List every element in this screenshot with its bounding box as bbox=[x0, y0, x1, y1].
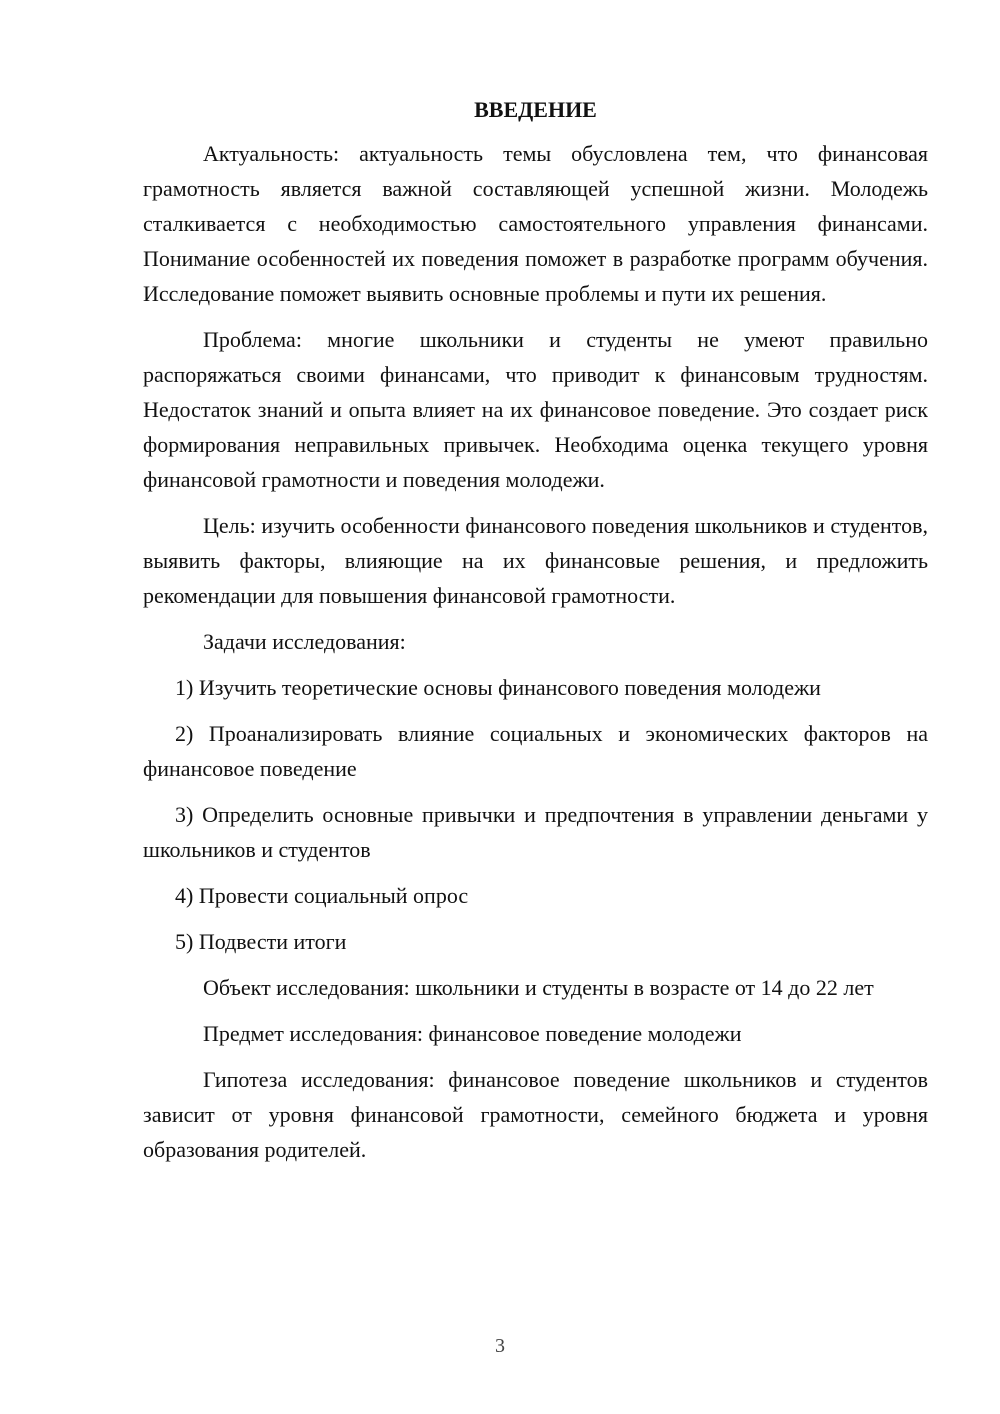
page-title: ВВЕДЕНИЕ bbox=[474, 97, 597, 122]
object-paragraph: Объект исследования: школьники и студенты в возрасте от 14 до 22 лет bbox=[203, 975, 874, 1000]
goal-paragraph: Цель: изучить особенности финансового поведения школьников и студентов, выявить факторы, влияющие на их финансовые решения, и предложить рекомендации для повышения финансовой грамотности. bbox=[143, 513, 928, 608]
task-item-5: 5) Подвести итоги bbox=[175, 929, 347, 954]
hypothesis-paragraph: Гипотеза исследования: финансовое поведение школьников и студентов зависит от уровня финансовой грамотности, семейного бюджета и уровня образования родителей. bbox=[143, 1067, 928, 1162]
tasks-heading: Задачи исследования: bbox=[203, 629, 406, 654]
problem-paragraph: Проблема: многие школьники и студенты не умеют правильно распоряжаться своими финансами, что приводит к финансовым трудностям. Недостаток знаний и опыта влияет на их финансовое поведение. Это создает риск формирования неправильных привычек. Необходима оценка текущего уровня финансовой грамотности и поведения молодежи. bbox=[143, 327, 928, 492]
relevance-paragraph: Актуальность: актуальность темы обусловлена тем, что финансовая грамотность является важной составляющей успешной жизни. Молодежь сталкивается с необходимостью самостоятельного управления финансами. Понимание особенностей их поведения поможет в разработке программ обучения. Исследование поможет выявить основные проблемы и пути их решения. bbox=[143, 141, 928, 306]
task-item-4: 4) Провести социальный опрос bbox=[175, 883, 469, 908]
page-number: 3 bbox=[495, 1335, 505, 1357]
subject-paragraph: Предмет исследования: финансовое поведение молодежи bbox=[203, 1021, 742, 1046]
task-item-3: 3) Определить основные привычки и предпочтения в управлении деньгами у школьников и студентов bbox=[143, 802, 928, 862]
task-item-1: 1) Изучить теоретические основы финансового поведения молодежи bbox=[175, 675, 821, 700]
task-item-2: 2) Проанализировать влияние социальных и экономических факторов на финансовое поведение bbox=[143, 721, 928, 781]
